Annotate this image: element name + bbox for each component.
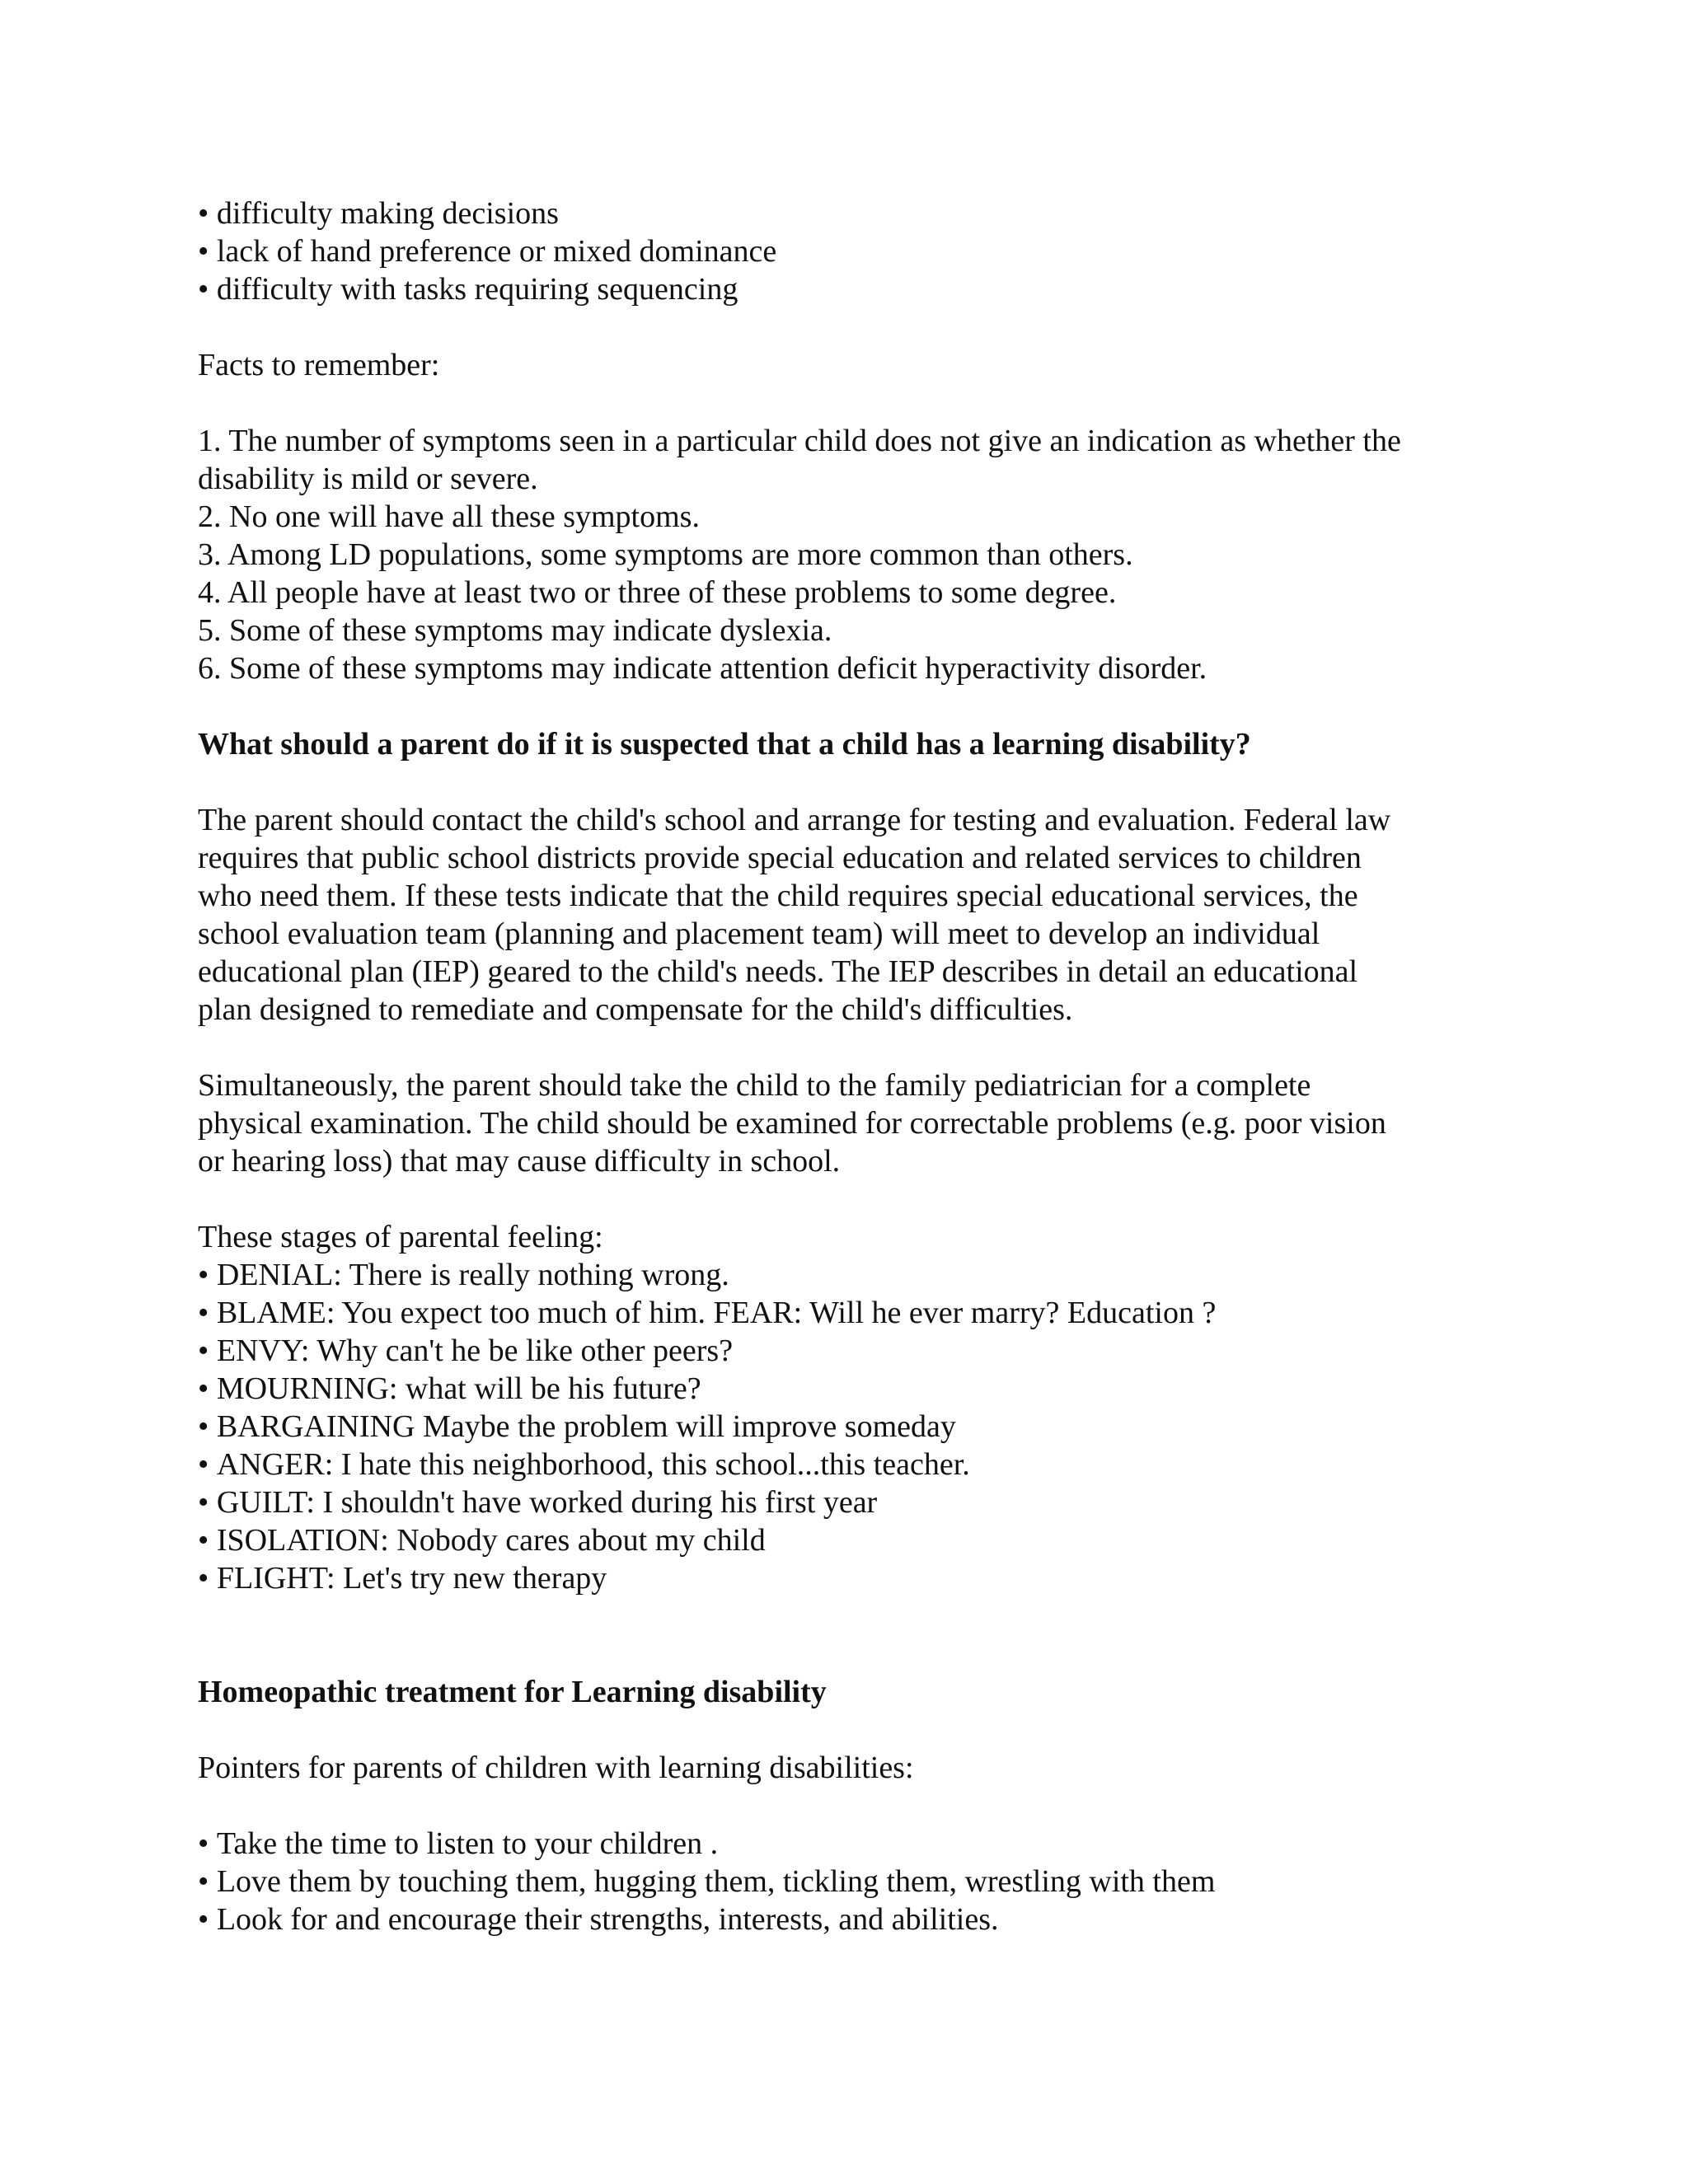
fact-line: 1. The number of symptoms seen in a particular child does not give an indication as whether the	[198, 424, 1401, 458]
list-item: • FLIGHT: Let's try new therapy	[198, 1559, 1517, 1597]
paragraph-line: physical examination. The child should be examined for correctable problems (e.g. poor vision	[198, 1106, 1386, 1141]
fact-line: 4. All people have at least two or three of these problems to some degree.	[198, 575, 1117, 610]
list-item: • difficulty making decisions	[198, 194, 1517, 232]
spacer	[198, 308, 1517, 346]
fact-line: disability is mild or severe.	[198, 462, 538, 496]
question-heading: What should a parent do if it is suspected that a child has a learning disability?	[198, 727, 1251, 762]
paragraph-line: who need them. If these tests indicate that the child requires special educational services, the	[198, 879, 1358, 913]
list-item: • difficulty with tasks requiring sequencing	[198, 270, 1517, 308]
facts-list	[198, 422, 1517, 687]
list-item: • Love them by touching them, hugging them, tickling them, wrestling with them	[198, 1863, 1517, 1900]
paragraph-line: plan designed to remediate and compensate for the child's difficulties.	[198, 992, 1073, 1027]
pointers-label: Pointers for parents of children with learning disabilities:	[198, 1750, 914, 1785]
stages-list	[198, 1256, 1517, 1597]
paragraph-line: requires that public school districts provide special education and related services to children	[198, 841, 1362, 875]
list-item: • BLAME: You expect too much of him. FEAR: Will he ever marry? Education ?	[198, 1294, 1517, 1332]
list-item: • ISOLATION: Nobody cares about my child	[198, 1521, 1517, 1559]
paragraph-line: or hearing loss) that may cause difficulty in school.	[198, 1144, 841, 1179]
paragraph-line: The parent should contact the child's school and arrange for testing and evaluation. Federal law	[198, 803, 1391, 837]
list-item: • ANGER: I hate this neighborhood, this school...this teacher.	[198, 1446, 1517, 1483]
list-item: • MOURNING: what will be his future?	[198, 1370, 1517, 1408]
paragraph-line: educational plan (IEP) geared to the child's needs. The IEP describes in detail an educational	[198, 954, 1358, 989]
paragraph-pediatrician	[198, 1066, 1517, 1180]
paragraph-line: Simultaneously, the parent should take the child to the family pediatrician for a complete	[198, 1068, 1311, 1103]
fact-line: 2. No one will have all these symptoms.	[198, 499, 700, 534]
fact-line: 5. Some of these symptoms may indicate dyslexia.	[198, 613, 832, 648]
spacer	[198, 1787, 1517, 1825]
paragraph-line: school evaluation team (planning and placement team) will meet to develop an individual	[198, 916, 1320, 951]
spacer	[198, 763, 1517, 801]
spacer	[198, 1597, 1517, 1673]
list-item: • ENVY: Why can't he be like other peers?	[198, 1332, 1517, 1370]
list-item: • Take the time to listen to your children .	[198, 1825, 1517, 1863]
fact-line: 6. Some of these symptoms may indicate attention deficit hyperactivity disorder.	[198, 651, 1207, 686]
spacer	[198, 1180, 1517, 1218]
list-item: • Look for and encourage their strengths, interests, and abilities.	[198, 1900, 1517, 1938]
spacer	[198, 1711, 1517, 1749]
homeopathic-heading: Homeopathic treatment for Learning disability	[198, 1675, 827, 1709]
top-bullet-list	[198, 194, 1517, 308]
list-item: • GUILT: I shouldn't have worked during his first year	[198, 1483, 1517, 1521]
paragraph-testing	[198, 801, 1517, 1029]
facts-label: Facts to remember:	[198, 348, 440, 382]
pointers-list	[198, 1825, 1517, 1938]
list-item: • lack of hand preference or mixed dominance	[198, 232, 1517, 270]
spacer	[198, 687, 1517, 725]
spacer	[198, 1029, 1517, 1066]
stages-label: These stages of parental feeling:	[198, 1220, 603, 1254]
document-page	[198, 194, 1517, 1938]
list-item: • BARGAINING Maybe the problem will improve someday	[198, 1408, 1517, 1446]
list-item: • DENIAL: There is really nothing wrong.	[198, 1256, 1517, 1294]
fact-line: 3. Among LD populations, some symptoms are more common than others.	[198, 537, 1133, 572]
spacer	[198, 384, 1517, 422]
